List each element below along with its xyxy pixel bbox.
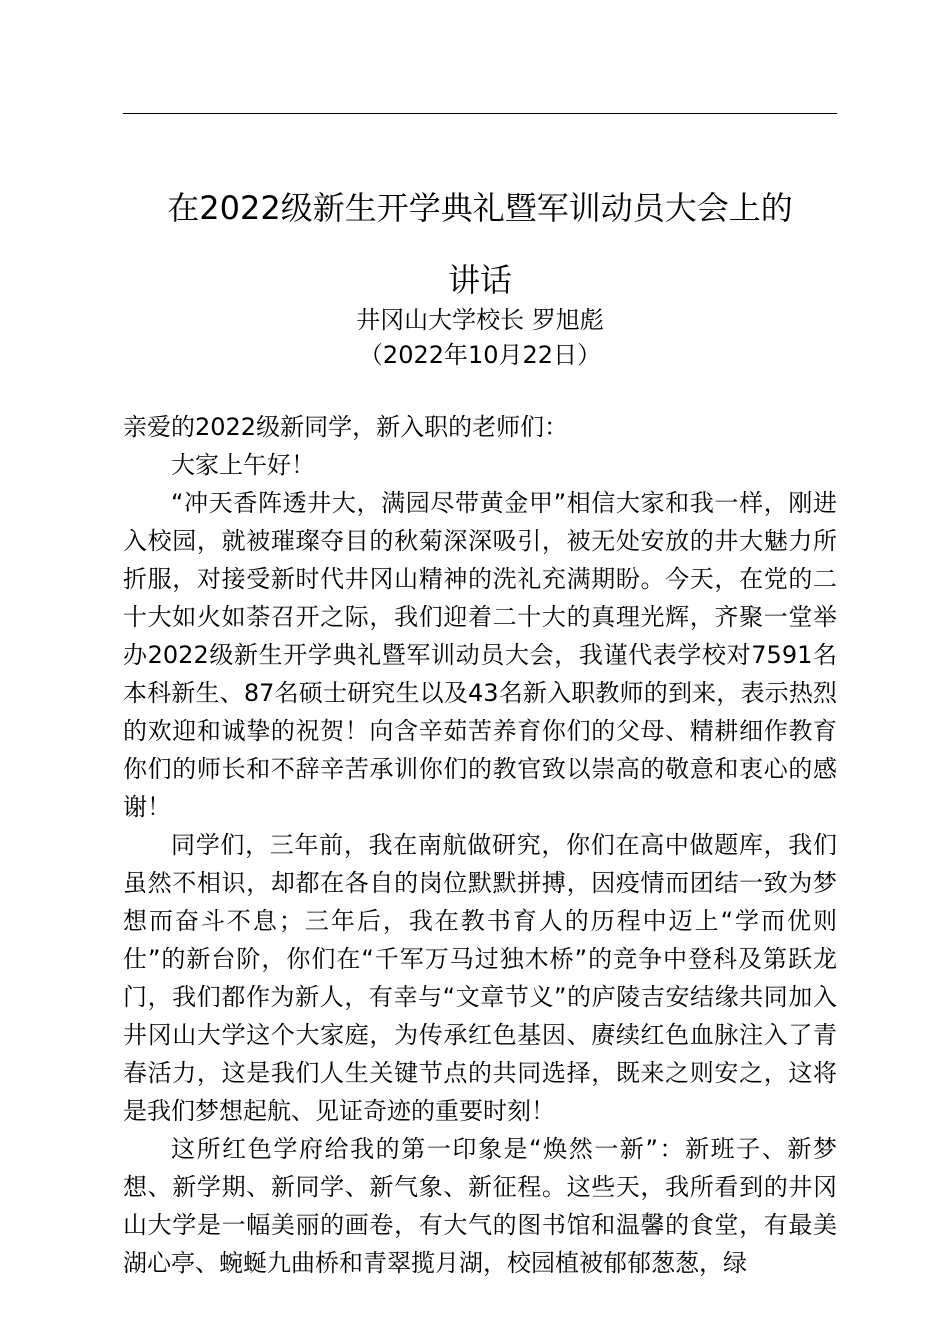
paragraph-welcome: “冲天香阵透井大，满园尽带黄金甲”相信大家和我一样，刚进入校园，就被璀璨夺目的秋菊深深吸引，被无处安放的井大魅力所折服，对接受新时代井冈山精神的洗礼充满期盼。今天，在党的二十大如火如荼召开之际，我们迎着二十大的真理光辉，齐聚一堂举办2022级新生开学典礼暨军训动员大会，我谨代表学校对7591名本科新生、87名硕士研究生以及43名新入职教师的到来，表示热烈的欢迎和诚挚的祝贺！向含辛茹苦养育你们的父母、精耕细作教育你们的师长和不辞辛苦承训你们的教官致以崇高的敬意和衷心的感谢！ [123, 489, 837, 821]
date-line: （2022年10月22日） [358, 341, 602, 369]
header-rule [123, 113, 837, 114]
document-title: 在2022级新生开学典礼暨军训动员大会上的 讲话 [167, 189, 793, 299]
author-line: 井冈山大学校长 罗旭彪 [356, 306, 604, 334]
paragraph-first-impression: 这所红色学府给我的第一印象是“焕然一新”：新班子、新梦想、新学期、新同学、新气象、新征程。这些天，我所看到的井冈山大学是一幅美丽的画卷，有大气的图书馆和温馨的食堂，有最美湖心亭、蜿蜒九曲桥和青翠揽月湖，校园植被郁郁葱葱，绿 [123, 1135, 837, 1277]
paragraph-three-years: 同学们，三年前，我在南航做研究，你们在高中做题库，我们虽然不相识，却都在各自的岗位默默拼搏，因疫情而团结一致为梦想而奋斗不息；三年后，我在教书育人的历程中迈上“学而优则仕”的新台阶，你们在“千军万马过独木桥”的竞争中登科及第跃龙门，我们都作为新人，有幸与“文章节义”的庐陵吉安结缘共同加入井冈山大学这个大家庭，为传承红色基因、赓续红色血脉注入了青春活力，这是我们人生关键节点的共同选择，既来之则安之，这将是我们梦想起航、见证奇迹的重要时刻！ [123, 831, 837, 1125]
document-body [123, 408, 837, 1282]
paragraph-greeting: 大家上午好！ [171, 451, 315, 479]
salutation: 亲爱的2022级新同学，新入职的老师们： [123, 413, 569, 441]
